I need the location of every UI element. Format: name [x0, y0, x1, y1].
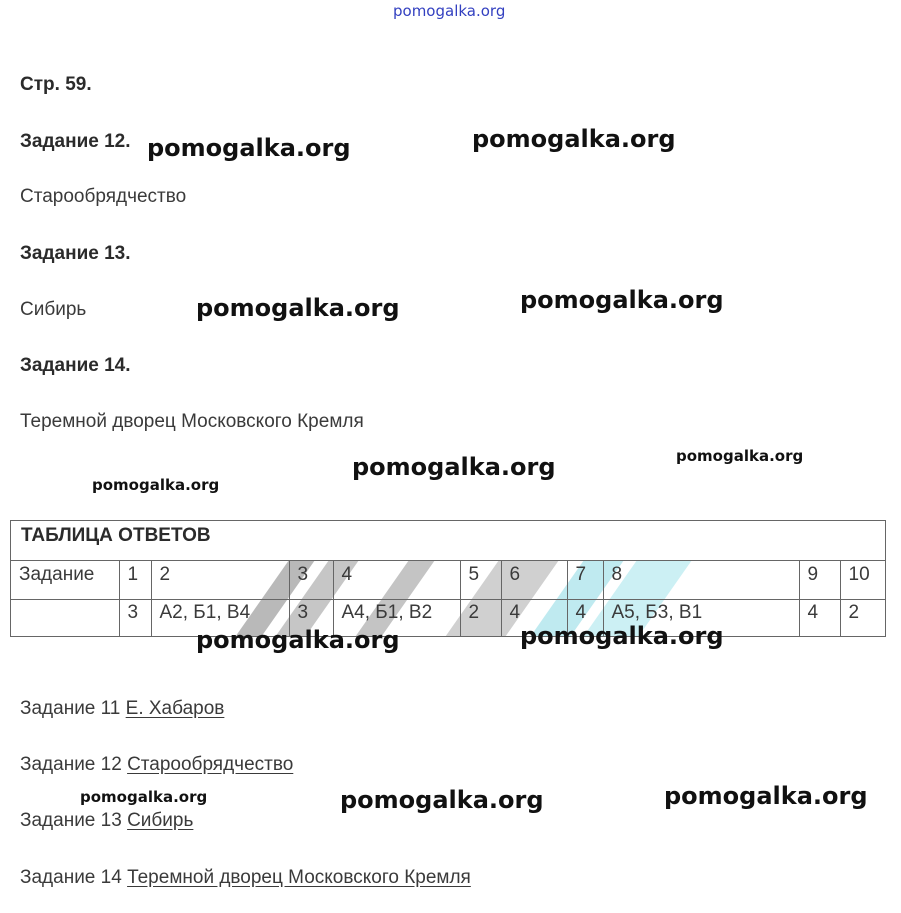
table-header-cell: 1 — [119, 561, 151, 599]
table-answer-cell: А4, Б1, В2 — [333, 599, 460, 637]
task-12-answer: Старообрядчество — [20, 186, 187, 207]
watermark: pomogalka.org — [472, 125, 676, 153]
table-answer-cell: 2 — [460, 599, 501, 637]
answer-table — [10, 520, 886, 637]
task-14-answer: Теремной дворец Московского Кремля — [20, 411, 364, 432]
summary-label: Задание 12 — [20, 754, 122, 775]
table-header-cell: 8 — [603, 561, 799, 599]
table-header-cell: 5 — [460, 561, 501, 599]
summary-task-11 — [20, 698, 224, 720]
watermark-top: pomogalka.org — [393, 2, 506, 20]
summary-task-13 — [20, 810, 193, 832]
summary-link-12[interactable]: Старообрядчество — [127, 754, 294, 775]
table-answer-cell: 3 — [119, 599, 151, 637]
page-label: Стр. 59. — [20, 74, 92, 95]
table-header-cell: 2 — [151, 561, 289, 599]
table-header-row — [11, 561, 886, 599]
summary-link-11[interactable]: Е. Хабаров — [125, 698, 225, 719]
table-header-cell: 4 — [333, 561, 460, 599]
task-14-heading: Задание 14. — [20, 355, 131, 376]
table-answer-cell: 2 — [840, 599, 886, 637]
watermark: pomogalka.org — [520, 286, 724, 314]
watermark: pomogalka.org — [340, 786, 544, 814]
summary-label: Задание 13 — [20, 810, 122, 831]
table-header-cell: 7 — [567, 561, 603, 599]
table-answer-cell: 3 — [289, 599, 333, 637]
watermark: pomogalka.org — [664, 782, 868, 810]
watermark: pomogalka.org — [520, 622, 724, 650]
task-13-heading: Задание 13. — [20, 243, 131, 264]
task-12-heading: Задание 12. — [20, 131, 131, 152]
summary-link-13[interactable]: Сибирь — [127, 810, 194, 831]
watermark: pomogalka.org — [80, 788, 208, 806]
task-13-answer: Сибирь — [20, 299, 87, 320]
table-empty-cell — [11, 599, 119, 637]
watermark: pomogalka.org — [92, 476, 220, 494]
table-header-cell: 9 — [799, 561, 840, 599]
table-header-cell: 3 — [289, 561, 333, 599]
watermark: pomogalka.org — [147, 134, 351, 162]
watermark: pomogalka.org — [196, 626, 400, 654]
summary-task-14 — [20, 867, 471, 889]
table-title: ТАБЛИЦА ОТВЕТОВ — [11, 521, 885, 561]
summary-task-12 — [20, 754, 293, 776]
table-header-label: Задание — [11, 561, 119, 599]
watermark: pomogalka.org — [196, 294, 400, 322]
table-answer-cell: 4 — [799, 599, 840, 637]
table-header-cell: 10 — [840, 561, 886, 599]
watermark: pomogalka.org — [352, 453, 556, 481]
table-answer-cell: 4 — [501, 599, 567, 637]
table-answer-row — [11, 599, 886, 637]
summary-link-14[interactable]: Теремной дворец Московского Кремля — [127, 867, 471, 888]
answer-grid — [11, 561, 886, 637]
summary-label: Задание 14 — [20, 867, 122, 888]
watermark: pomogalka.org — [676, 447, 804, 465]
table-answer-cell: А5, Б3, В1 — [603, 599, 799, 637]
table-header-cell: 6 — [501, 561, 567, 599]
table-answer-cell: А2, Б1, В4 — [151, 599, 289, 637]
summary-label: Задание 11 — [20, 698, 121, 719]
table-answer-cell: 4 — [567, 599, 603, 637]
